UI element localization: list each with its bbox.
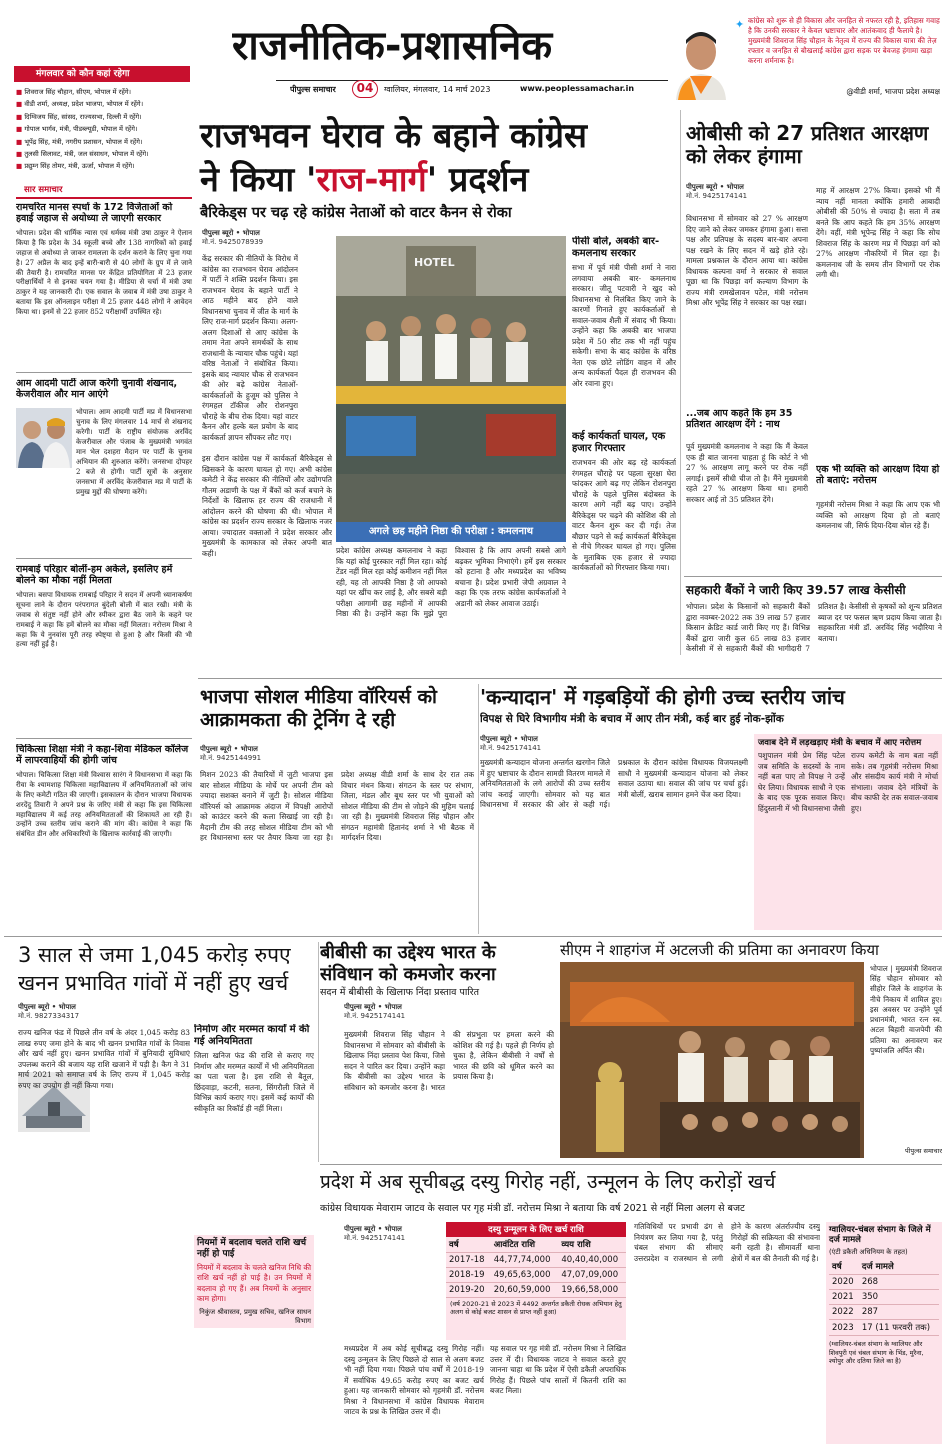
bank-story — [684, 580, 942, 680]
gwalior-box — [826, 1222, 942, 1444]
schedule-item: ■ भूपेंद्र सिंह, मंत्री, नगरीय प्रशासन, भोपाल में रहेंगे। — [16, 137, 143, 146]
brief-text: भोपाल। चिकित्सा शिक्षा मंत्री विश्वास सारंग ने विधानसभा में कहा कि रीवा के श्यामशाह चिकित्सा महाविद्यालय में अनियमितताओं को जांच के लिए कमेटी गठित की जाएगी। इसकालन के दौरान भाजपा विधायक शरदेंदु तिवारी ने अपने प्रश्न के जरिए मंत्री से कहा कि इस चिकित्सा महाविद्यालय में कई तरह अनियमितताओं की शिकायतें आ रही हैं। उन्होंने उच्च स्तरीय जांच कराने की मांग की। कांग्रेस ने कहा कि संबंधित डीन और अधिकारियों के खिलाफ कार्रवाई की जाएगी। — [16, 770, 192, 839]
brief-ram-charit — [16, 202, 192, 368]
dacoit-byline: पीपुल्स ब्यूरो • भोपाल मो.नं. 9425174141 — [344, 1225, 406, 1242]
brief-title: रामबाई परिहार बोलीं-हम अकेले, इसलिए हमें बोलने का मौका नहीं मिलता — [16, 564, 173, 587]
obc-headline: ओबीसी को 27 प्रतिशत आरक्षण को लेकर हंगामा — [686, 121, 929, 168]
cm-caption: भोपाल | मुख्यमंत्री शिवराज सिंह चौहान सोमवार को सीहोर जिले के शाहगंज के नीचे निकाय में शामिल हुए। इस अवसर पर उन्होंने पूर्व प्रधानमंत्री, भारत रत्न स्व. अटल बिहारी वाजपेयी की प्रतिमा का अनावरण कर पुष्पांजलि अर्पित की। — [870, 964, 942, 1055]
obc-story — [684, 104, 942, 574]
dateline: ग्वालियर, मंगलवार, 14 मार्च 2023 — [384, 85, 491, 94]
bjp-headline: भाजपा सोशल मीडिया वॉरियर्स को आक्रामकता की ट्रेनिंग दे रही — [200, 686, 437, 731]
tweet-author: @वीडी शर्मा, भाजपा प्रदेश अध्यक्ष — [846, 87, 940, 96]
obc-col1: विधानसभा में सोमवार को 27 % आरक्षण दिए जाने को लेकर जमकर हंगामा हुआ। सत्ता पक्ष और प्रतिपक्ष के सदस्य बार-बार अपना पक्ष रखने के लिए सदन में खड़े होते रहे। मामला प्रश्नकाल के दौरान आया था। कांग्रेस विधायक कल्पना वर्मा ने सरकार से सवाल पूछा था कि पिछड़ा वर्ग कल्याण विभाग के राज्य मंत्री रामखेलावन पटेल, मंत्री नरोत्तम मिश्रा और भूपेंद्र सिंह ने सरकार का पक्ष रखा। — [686, 214, 808, 308]
dacoit-text3: गतिविधियों पर प्रभावी ढंग से नियंत्रण कर लिया गया है, परंतु चंबल संभाग की सीमाएं उत्तरप्रदेश व राजस्थान से लगी होने के कारण अंतर्राज्यीय दस्यु गिरोहों की सक्रियता की संभावना बनी रहती है। सीमावर्ती थाना क्षेत्रों में बल की तैनाती की गई है। — [634, 1222, 820, 1263]
fund-side — [194, 1024, 314, 1444]
schedule-item: ■ शिवराज सिंह चौहान, सीएम, भोपाल में रहेंगे। — [16, 88, 132, 96]
sar-samachar-label: सार समाचार — [24, 185, 63, 195]
fund-side-title: निर्माण और मरम्मत कार्यों में की गई अनियमितता — [194, 1024, 310, 1047]
dacoit-text2: यह सवाल पर गृह मंत्री डॉ. नरोत्तम मिश्रा ने लिखित उत्तर में दी। विधायक जाटव ने सवाल करते हुए जानना चाहा था कि प्रदेश में ऐसी डकैती अपराधिक गिरोह हैं। पिछले पांच सालों में कितनी राशि का बजट मिला। — [490, 1344, 626, 1396]
page-number: 04 — [352, 80, 378, 98]
bjp-text: मिशन 2023 की तैयारियों में जुटी भाजपा इस बार सोशल मीडिया के मोर्चे पर अपनी टीम को ज्यादा सशक्त बनाने में जुटी है। सोशल मीडिया वॉरियर्स को आक्रामक अंदाज में विपक्षी आरोपों को काउंटर करने की कला सिखाई जा रही है। मैदानी टीम की तरह सोशल मीडिया टीम को भी हर विधानसभा स्तर पर तैयार किया जा रहा है। प्रदेश अध्यक्ष वीडी शर्मा के साथ देर रात तक विचार मंथन किया। संगठन के स्तर पर संभाग, जिला, मंडल और बूथ स्तर पर भी युवाओं को सोशल मीडिया की टीम से जोड़ने की मुहिम चलाई जा रही है। मुख्यमंत्री शिवराज सिंह चौहान और संगठन महामंत्री हितानंद शर्मा ने भी बैठक में मार्गदर्शन दिया। — [200, 770, 474, 843]
schedule-list — [16, 86, 192, 173]
rule-box — [194, 1235, 314, 1328]
brief-title: आम आदमी पार्टी आज करेगी चुनावी शंखनाद, केजरीवाल और मान आएंगे — [16, 378, 178, 401]
brief-photo — [16, 408, 72, 468]
rule-title: नियमों में बदलाव चलते राशि खर्च नहीं हो पाई — [197, 1238, 307, 1259]
table-header: वर्ष — [829, 1259, 859, 1275]
expense-table — [446, 1237, 626, 1298]
table-row: 2020 268 — [829, 1275, 939, 1290]
photo-credit: पीपुल्स समाचार — [905, 1147, 942, 1155]
kanyadan-box-title: जवाब देने में लड़खड़ाए मंत्री के बचाव में आए नरोत्तम — [758, 738, 922, 748]
expense-table-title: दस्यु उन्मूलन के लिए खर्च राशि — [446, 1222, 626, 1237]
schedule-item: ■ प्रद्युम्न सिंह तोमर, मंत्री, ऊर्जा, भोपाल में रहेंगे। — [16, 162, 135, 171]
website-link[interactable]: www.peoplessamachar.in — [520, 84, 635, 93]
fund-byline: पीपुल्स ब्यूरो • भोपाल मो.नं. 9827334317 — [18, 1003, 80, 1020]
fund-story — [4, 940, 316, 1445]
brief-rambai — [16, 564, 192, 734]
expense-table-box — [446, 1222, 626, 1340]
gwalior-subtitle: (एंटी डकैती अधिनियम के तहत) — [829, 1248, 908, 1257]
bbc-subhead: सदन में बीबीसी के खिलाफ निंदा प्रस्ताव पारित — [320, 987, 480, 998]
section-title: राजनीतिक-प्रशासनिक — [232, 24, 553, 68]
cm-statue-story — [560, 940, 942, 1162]
fund-headline-line2: खनन प्रभावित गांवों में नहीं हुए खर्च — [18, 971, 289, 995]
bjp-story — [198, 680, 476, 930]
table-row: 2017-18 44,77,74,000 40,40,40,000 — [446, 1253, 626, 1268]
brief-text: भोपाल। बसपा विधायक रामबाई परिहार ने सदन में अपनी ध्यानाकर्षण सूचना लाने के दौरान परंपरागत बुंदेली बोली में बात रखी। मंत्री के जवाब से संतुष्ट नहीं होने और स्पीकर द्वारा बैठ जाने के कहने पर रामबाई ने कहा कि हमें बोलने का मौका नहीं मिलता। नरोत्तम मिश्रा ने कहा कि ये नुनवांस पूरी तरह स्पेष्ट्या से हुआ है और किसी की भी हत्या नहीं हुई है। — [16, 590, 192, 649]
table-row: 2018-19 49,65,63,000 47,07,09,000 — [446, 1268, 626, 1283]
fund-side-text: जिला खनिज फंड की राशि से कराए गए निर्माण और मरम्मत कार्यों में भी अनियमितता का पता चला है। इस राशि से बैतूल, छिंदवाड़ा, कटनी, सतना, सिंगरौली जिले में विभिन्न कार्य कराए गए। इसमें कई कार्यों की स्वीकृति का रिकॉर्ड ही नहीं मिला। — [194, 1051, 314, 1113]
side-title-injured: कई कार्यकर्ता घायल, एक हजार गिरफ्तार — [572, 431, 666, 454]
bbc-story — [320, 940, 554, 1162]
table-header: आवंटित राशि — [491, 1237, 559, 1253]
obc-byline: पीपुल्स ब्यूरो • भोपाल मो.नं. 9425174141 — [686, 183, 748, 200]
brief-title: रामचरित मानस स्पर्धा के 172 विजेताओं को हवाई जहाज से अयोध्या ले जाएगी सरकार — [16, 202, 173, 225]
brief-text: भोपाल। प्रदेश की धार्मिक न्यास एवं धर्मस्व मंत्री उषा ठाकुर ने ऐलान किया है कि प्रदेश के 34 स्कूली बच्चे और 138 नागरिकों को हवाई जहाज से अयोध्या ले जाकर रामलला के दर्शन कराने के लिए चुना गया है। 27 अप्रैल के बाद इन्हें बारी-बारी से 40 लोगों के ग्रुप में ले जाने की तैयारी है। रामचरित मानस पर केंद्रित प्रतियोगिता में 23 हजार परीक्षार्थियों ने से इनका चयन गया है। मीडिया से चर्चा में मंत्री उषा ठाकुर ने यह जानकारी दी। एक सवाल के जवाब में मंत्री उषा ठाकुर ने बताया कि इस ऑनलाइन परीक्षा में 25 हजार 448 लोगों ने आवेदन किया था। इनमें से 22 हजार 852 परीक्षार्थी उपस्थित रहे। — [16, 228, 192, 317]
dacoit-headline: प्रदेश में अब सूचीबद्ध दस्यु गिरोह नहीं, उन्मूलन के लिए करोड़ों खर्च — [320, 1171, 776, 1193]
statue-photo — [560, 962, 864, 1158]
bbc-headline: बीबीसी का उद्देश्य भारत के संविधान को कमजोर करना — [320, 942, 496, 985]
schedule-item: ■ गोपाल भार्गव, मंत्री, पीडब्ल्यूडी, भोपाल में रहेंगे। — [16, 125, 138, 134]
lead-headline-line2: ने किया 'राज-मार्ग' प्रदर्शन — [200, 160, 529, 200]
bbc-byline: पीपुल्स ब्यूरो • भोपाल मो.नं. 9425174141 — [344, 1003, 406, 1020]
lead-col1: केंद्र सरकार की नीतियों के विरोध में कांग्रेस का राजभवन घेराव आंदोलन में पार्टी ने शक्ति प्रदर्शन किया। इस राजभवन घेराव के बहाने पार्टी ने आठ महीने बाद होने वाले विधानसभा चुनाव में जीत के मार्ग के लिए राज-मार्ग प्रदर्शन किया। अलग-अलग दिशाओं से आए कांग्रेस के तमाम नेता अपने समर्थकों के साथ राजधानी के न्यायार चौक पहुंचे। यहां वरिष्ठ नेताओं ने संबोधित किया। इसके बाद न्यायार चौक से राजभवन की ओर बढ़े कांग्रेस नेताओं-कार्यकर्ताओं के हुजूम को पुलिस ने रंगमहल टॉकीज और रोशनपुरा चौराहे के बीच रोक दिया। यहां वाटर कैनन और हल्के बल प्रयोग के बाद कार्यकर्ता ज्ञापन सौंपकर लौट गए। — [202, 254, 298, 442]
lead-side-column — [572, 236, 676, 646]
lead-subhead: बैरिकेड्स पर चढ़ रहे कांग्रेस नेताओं को वाटर कैनन से रोका — [200, 205, 512, 221]
table-header: दर्ज मामले — [859, 1259, 939, 1275]
dacoit-story — [320, 1166, 942, 1445]
kanyadan-box — [754, 734, 942, 930]
schedule-heading: मंगलवार को कौन कहां रहेगा — [14, 66, 190, 82]
bank-text: भोपाल। प्रदेश के किसानों को सहकारी बैंकों द्वारा नवम्बर-2022 तक 39 लाख 57 हजार किसान क्रेडिट कार्ड जारी किए गए हैं। विभिन्न बैंकों द्वारा जारी कुल 65 लाख 83 हजार केसीसी में से सहकारी बैंकों की भागीदारी 7 प्रतिशत है। केसीसी से कृषकों को शून्य प्रतिशत ब्याज दर पर फसल ऋण प्रदाय किया जाता है। सहकारिता मंत्री डॉ. अरविंद सिंह भदौरिया ने बताया। — [686, 602, 942, 654]
paper-name: पीपुल्स समाचार — [290, 85, 336, 94]
fund-headline-line1: 3 साल से जमा 1,045 करोड़ रुपए — [18, 943, 291, 967]
side-text-injured: राजभवन की ओर बढ़ रहे कार्यकर्ता रंगमहल चौराहे पर पहला सुरक्षा घेरा फांदकर आगे बढ़ गए लेकिन रोशनपुरा चौराहे के पहले पुलिस बंदोबस्त के कारण आगे नहीं बढ़ पाए। उन्होंने बैरिकेड्स पर चढ़ने की कोशिश की तो वाटर कैनन शुरू कर दी गई। तेज बौछार पड़ने से कई कार्यकर्ता बैरिकेड्स से नीचे गिरकर घायल हो गए। पुलिस के मुताबिक एक हजार से ज्यादा कार्यकर्ताओं को गिरफ्तार किया गया। — [572, 458, 676, 573]
lead-headline-line1: राजभवन घेराव के बहाने कांग्रेस — [200, 116, 588, 156]
headline-highlight: राज-मार्ग — [316, 160, 427, 200]
brief-title: चिकित्सा शिक्षा मंत्री ने कहा-शिवा मेडिकल कॉलेज में लापरवाहियों की होगी जांच — [16, 744, 189, 767]
cm-headline: सीएम ने शाहगंज में अटलजी की प्रतिमा का अनावरण किया — [560, 941, 879, 959]
obc-col2: माह में आरक्षण 27% किया। इसको भी मैं न्याय नहीं मानता क्योंकि हमारी आबादी ओबीसी की 50% से ज्यादा है। सता में तब बनते कि आप कहते कि हम 35% आरक्षण देंगे। वहीं, मंत्री भूपेन्द्र सिंह ने कहा कि सोच शिवराज सिंह के कारण मप्र में पिछड़ा वर्ग को 27% आरक्षण नौकरियों में मिल रहा है। कमलनाथ जी के समय तीन विभागों पर रोक लगी थी। — [816, 186, 940, 280]
leader-photo — [668, 24, 734, 100]
lead-under-photo: प्रदेश कांग्रेस अध्यक्ष कमलनाथ ने कहा कि यहां कोई पुरस्कार नहीं मिल रहा। कोई टेंडर नहीं मिल रहा कोई कमीशन नहीं मिल रही, यह तो आपकी निष्ठा है जो आपको यहां पर खींच कर लाई है, और सबसे बड़ी परीक्षा आगामी छह महीनों में आपकी निष्ठा की है। उन्होंने कहा कि मुझे पूरा विश्वास है कि आप अपनी सबसे आगे बढ़कर भूमिका निभाएंगे। हमें इस सरकार को हटाना है और मध्यप्रदेश का भविष्य बचाना है। प्रदेश प्रभारी जेपी अग्रवाल ने कहा कि एक तरफ कांग्रेस कार्यकर्ताओं ने अडानी को लेकर आवाज उठाई। — [336, 546, 566, 619]
schedule-item: ■ वीडी शर्मा, अध्यक्ष, प्रदेश भाजपा, भोपाल में रहेंगे। — [16, 100, 144, 109]
brief-aap — [16, 378, 192, 536]
table-row: 2019-20 20,60,59,000 19,66,58,000 — [446, 1283, 626, 1298]
protest-photo — [336, 236, 566, 542]
lead-byline: पीपुल्स ब्यूरो • भोपाल मो.नं. 9425078939 — [202, 229, 264, 246]
rule-author: निकुंज श्रीवास्तव, प्रमुख सचिव, खनिज साधन विभाग — [199, 1307, 311, 1325]
rule-text: नियमों में बदलाव के चलते खनिज निधि की राशि खर्च नहीं हो पाई है। उन नियमों में बदलाव हो गए हैं। अब नियमों के अनुसार काम होगा। — [197, 1262, 311, 1304]
gwalior-title: ग्वालियर-चंबल संभाग के जिले में दर्ज मामले — [829, 1225, 931, 1246]
bjp-byline: पीपुल्स ब्यूरो • भोपाल मो.नं. 9425144991 — [200, 745, 262, 762]
obc-sub2: एक भी व्यक्ति को आरक्षण दिया हो तो बताएं: नरोत्तम — [816, 464, 940, 487]
table-row: 2022 287 — [829, 1305, 939, 1320]
schedule-item: ■ तुलसी सिलावट, मंत्री, जल संसाधन, भोपाल में रहेंगे। — [16, 150, 149, 159]
bbc-text: मुख्यमंत्री शिवराज सिंह चौहान ने विधानसभा में सोमवार को बीबीसी के खिलाफ निंदा प्रस्ताव पेश किया, जिसे सदन ने पारित कर दिया। उन्होंने कहा कि बीबीसी का उद्देश्य भारत के संविधान को कमजोर करना है। भारत की संप्रभुता पर हमला करने की कोशिश की गई है। पहले ही निर्णय हो चुका है, लेकिन बीबीसी ने वर्षों से भारत की छवि को धूमिल करने का प्रयास किया है। — [344, 1030, 554, 1092]
table-row: 2023 17 (11 फरवरी तक) — [829, 1320, 939, 1336]
kanyadan-text: मुख्यमंत्री कन्यादान योजना अन्तर्गत खरगोन जिले में हुए भ्रष्टाचार के दौरान सामग्री वितरण मामले में अनियमितताओं के लगे आरोपों की उच्च स्तरीय जांच कराई जाएगी। सोमवार को यह बात विधानसभा में सरकार की ओर से कही गई। प्रश्नकाल के दौरान कांग्रेस विधायक विजयलक्ष्मी साधौ ने मुख्यमंत्री कन्यादान योजना को लेकर सवाल उठाया था। सवाल की जांच पर चर्चा हुई। मंत्री बोलीं, खराब सामान हमने चेंज करा दिया। — [480, 758, 748, 810]
dacoit-text: मध्यप्रदेश में अब कोई सूचीबद्ध दस्यु गिरोह नहीं। दस्यु उन्मूलन के लिए पिछले दो साल से अलग बजट भी नहीं दिया गया। पिछले पांच वर्षों में 2018-19 में सर्वाधिक 49.65 करोड़ रुपए का बजट खर्च हुआ। यह जानकारी सोमवार को गृहमंत्री डॉ. नरोत्तम मिश्रा ने विधानसभा में कांग्रेस विधायक मेवाराम जाटव के प्रश्न के लिखित उत्तर में दी। — [344, 1344, 484, 1417]
schedule-item: ■ दिग्विजय सिंह, सांसद, राज्यसभा, दिल्ली में रहेंगे। — [16, 112, 142, 121]
kanyadan-subhead: विपक्ष से घिरे विभागीय मंत्री के बचाव में आए तीन मंत्री, कई बार हुई नोक-झोंक — [480, 713, 784, 725]
side-text-pc: सभा में पूर्व मंत्री पीसी शर्मा ने नारा लगवाया अबकी बार- कमलनाथ सरकार। जीतू पटवारी ने खुद को विधानसभा से निलंबित किए जाने के कारणों गिनाते हुए कार्यकर्ताओं से सवाल-जवाब शैली में संवाद भी किया। उन्होंने कहा कि अबकी बार भाजपा प्रदेश में 50 सीट तक भी नहीं पहुंच सकेगी। सभा के बाद कांग्रेस के वरिष्ठ नेता एक छोटे लोडिंग वाहन में और अन्य कार्यकर्ता पैदल ही राजभवन की ओर रवाना हुए। — [572, 263, 676, 388]
photo-caption: अगले छह महीने निष्ठा की परीक्षा : कमलनाथ — [336, 522, 566, 542]
lead-col2-text: इस दौरान कांग्रेस पक्ष में कार्यकर्ता बैरिकेड्स से खिसकने के कारण घायल हो गए। अभी कांग्रेस कमेटी ने केंद्र सरकार की नीतियों और उद्योगपति गौतम अडाणी के पक्ष में बैंकों को कर्ज बचाने के निर्देशों के खिलाफ हर राज्य की राजधानी में आंदोलन करने की घोषणा की थी। भोपाल में कांग्रेस का प्रदर्शन राज्य सरकार के खिलाफ नजर आया। ज्यादातर वक्ताओं ने प्रदेश सरकार और मुख्यमंत्री के कामकाज को लेकर अपनी बात कही। — [202, 454, 332, 558]
table-row: 2021 350 — [829, 1290, 939, 1305]
table-note: (वर्ष 2020-21 से 2023 में 4492 अन्तर्गत डकैती रोधक अभियान हेतु अलग से कोई बजट शासन से प्राप्त नहीं हुआ) — [450, 1300, 622, 1317]
side-title-pc: पीसी बोले, अबकी बार-कमलनाथ सरकार — [572, 236, 660, 259]
kanyadan-headline: 'कन्यादान' में गड़बड़ियों की होगी उच्च स्तरीय जांच — [480, 685, 845, 709]
kanyadan-story — [480, 680, 942, 935]
lead-story — [198, 104, 678, 674]
gwalior-table — [829, 1259, 939, 1336]
table-header: व्यय राशि — [558, 1237, 626, 1253]
bank-headline: सहकारी बैंकों ने जारी किए 39.57 लाख केसीसी — [686, 583, 906, 597]
obc-sub1-text: पूर्व मुख्यमंत्री कमलनाथ ने कहा कि मैं केवल एक ही बात जानना चाहता हूं कि कोर्ट ने भी 27 % आरक्षण लागू करने पर रोक नहीं लगाई। इसमें सीधी चीज तो है। मैंने मुख्यमंत्री रहते 27 % आरक्षण किया था। हमारी सरकार आई तो 35 प्रतिशत देंगे। — [686, 442, 808, 504]
fund-text: राज्य खनिज फंड में पिछले तीन वर्ष के अंदर 1,045 करोड़ 83 लाख रुपए जमा होने के बाद भी खनन प्रभावित गांवों के निवास और खर्च नहीं हुए। खनन प्रभावित गांवों में बुनियादी सुविधाएं उपलब्ध कराने की बजाय यह राशि खजाने में पड़ी है। कैग ने 31 मार्च 2021 को समाप्त वर्ष के लिए राज्य में 1,045 करोड़ रुपए का उपयोग ही नहीं किया गया। — [18, 1028, 190, 1090]
dacoit-subhead: कांग्रेस विधायक मेवाराम जाटव के सवाल पर गृह मंत्री डॉ. नरोत्तम मिश्रा ने बताया कि वर्ष 2021 से नहीं मिला अलग से बजट — [320, 1203, 745, 1214]
obc-sub1: ...जब आप कहते कि हम 35 प्रतिशत आरक्षण देंगे : नाथ — [686, 408, 793, 431]
svg-text:HOTEL: HOTEL — [414, 256, 455, 269]
obc-sub2-text: गृहमंत्री नरोत्तम मिश्रा ने कहा कि आप एक भी व्यक्ति को आरक्षण दिया हो तो बताएं कमलनाथ जी, सिर्फ दिया-दिया बोल रहे हैं। — [816, 500, 940, 531]
tweet-text: कांग्रेस को शुरू से ही विकास और जनहित से नफरत रही है, इतिहास गवाह है कि उनकी सरकार ने केवल भ्रष्टाचार और आतंकवाद ही फैलाये है। मुख्यमंत्री शिवराज सिंह चौहान के नेतृत्व में राज्य की विकास यात्रा की तेज़ रफ्तार व जनहित से बौखलाई कांग्रेस द्वारा सड़क पर बेवजह हंगामा खड़ा करना शर्मनाक है। — [748, 16, 940, 65]
kanyadan-byline: पीपुल्स ब्यूरो • भोपाल मो.नं. 9425174141 — [480, 735, 542, 752]
twitter-icon: ✦ — [735, 20, 745, 30]
brief-text: भोपाल। आम आदमी पार्टी मप्र में विधानसभा चुनाव के लिए मंगलवार 14 मार्च से शंखनाद करेगी। पार्टी के राष्ट्रीय संयोजक अरविंद केजरीवाल और पंजाब के मुख्यमंत्री भगवंत मान भेल दशहरा मैदान पर पार्टी के चुनाव अभियान की शुरुआत करेंगे। जनसभा दोपहर 2 बजे से होगी। पार्टी सूत्रों के अनुसार जनसभा में अरविंद केजरीवाल मप्र में पार्टी के प्रमुख मुद्दों की घोषणा करेंगे। — [76, 408, 192, 496]
kanyadan-box-text: पशुपालन मंत्री प्रेम सिंह पटेल जब समिति के सदस्यों के नाम नहीं बता पाए तो विपक्ष ने उन्हें घेर लिया। विधायक साधौ ने एक के बाद एक पूरक सवाल किए। हिंदुस्तानी में भी विधानसभा जैसी राज्य कमेटी के नाम बता नहीं सके। तब गृहमंत्री नरोत्तम मिश्रा और संसदीय कार्य मंत्री ने मोर्चा संभाला। जवाब देने मंत्रियों के बीच काफी देर तक सवाल-जवाब हुए। — [758, 751, 938, 813]
gwalior-note: (ग्वालियर-चंबल संभाग के ग्वालियर और शिवपुरी एवं चंबल संभाग के भिंड, मुरैना, श्योपुर और दतिया जिले का है) — [829, 1340, 924, 1366]
table-header: वर्ष — [446, 1237, 491, 1253]
